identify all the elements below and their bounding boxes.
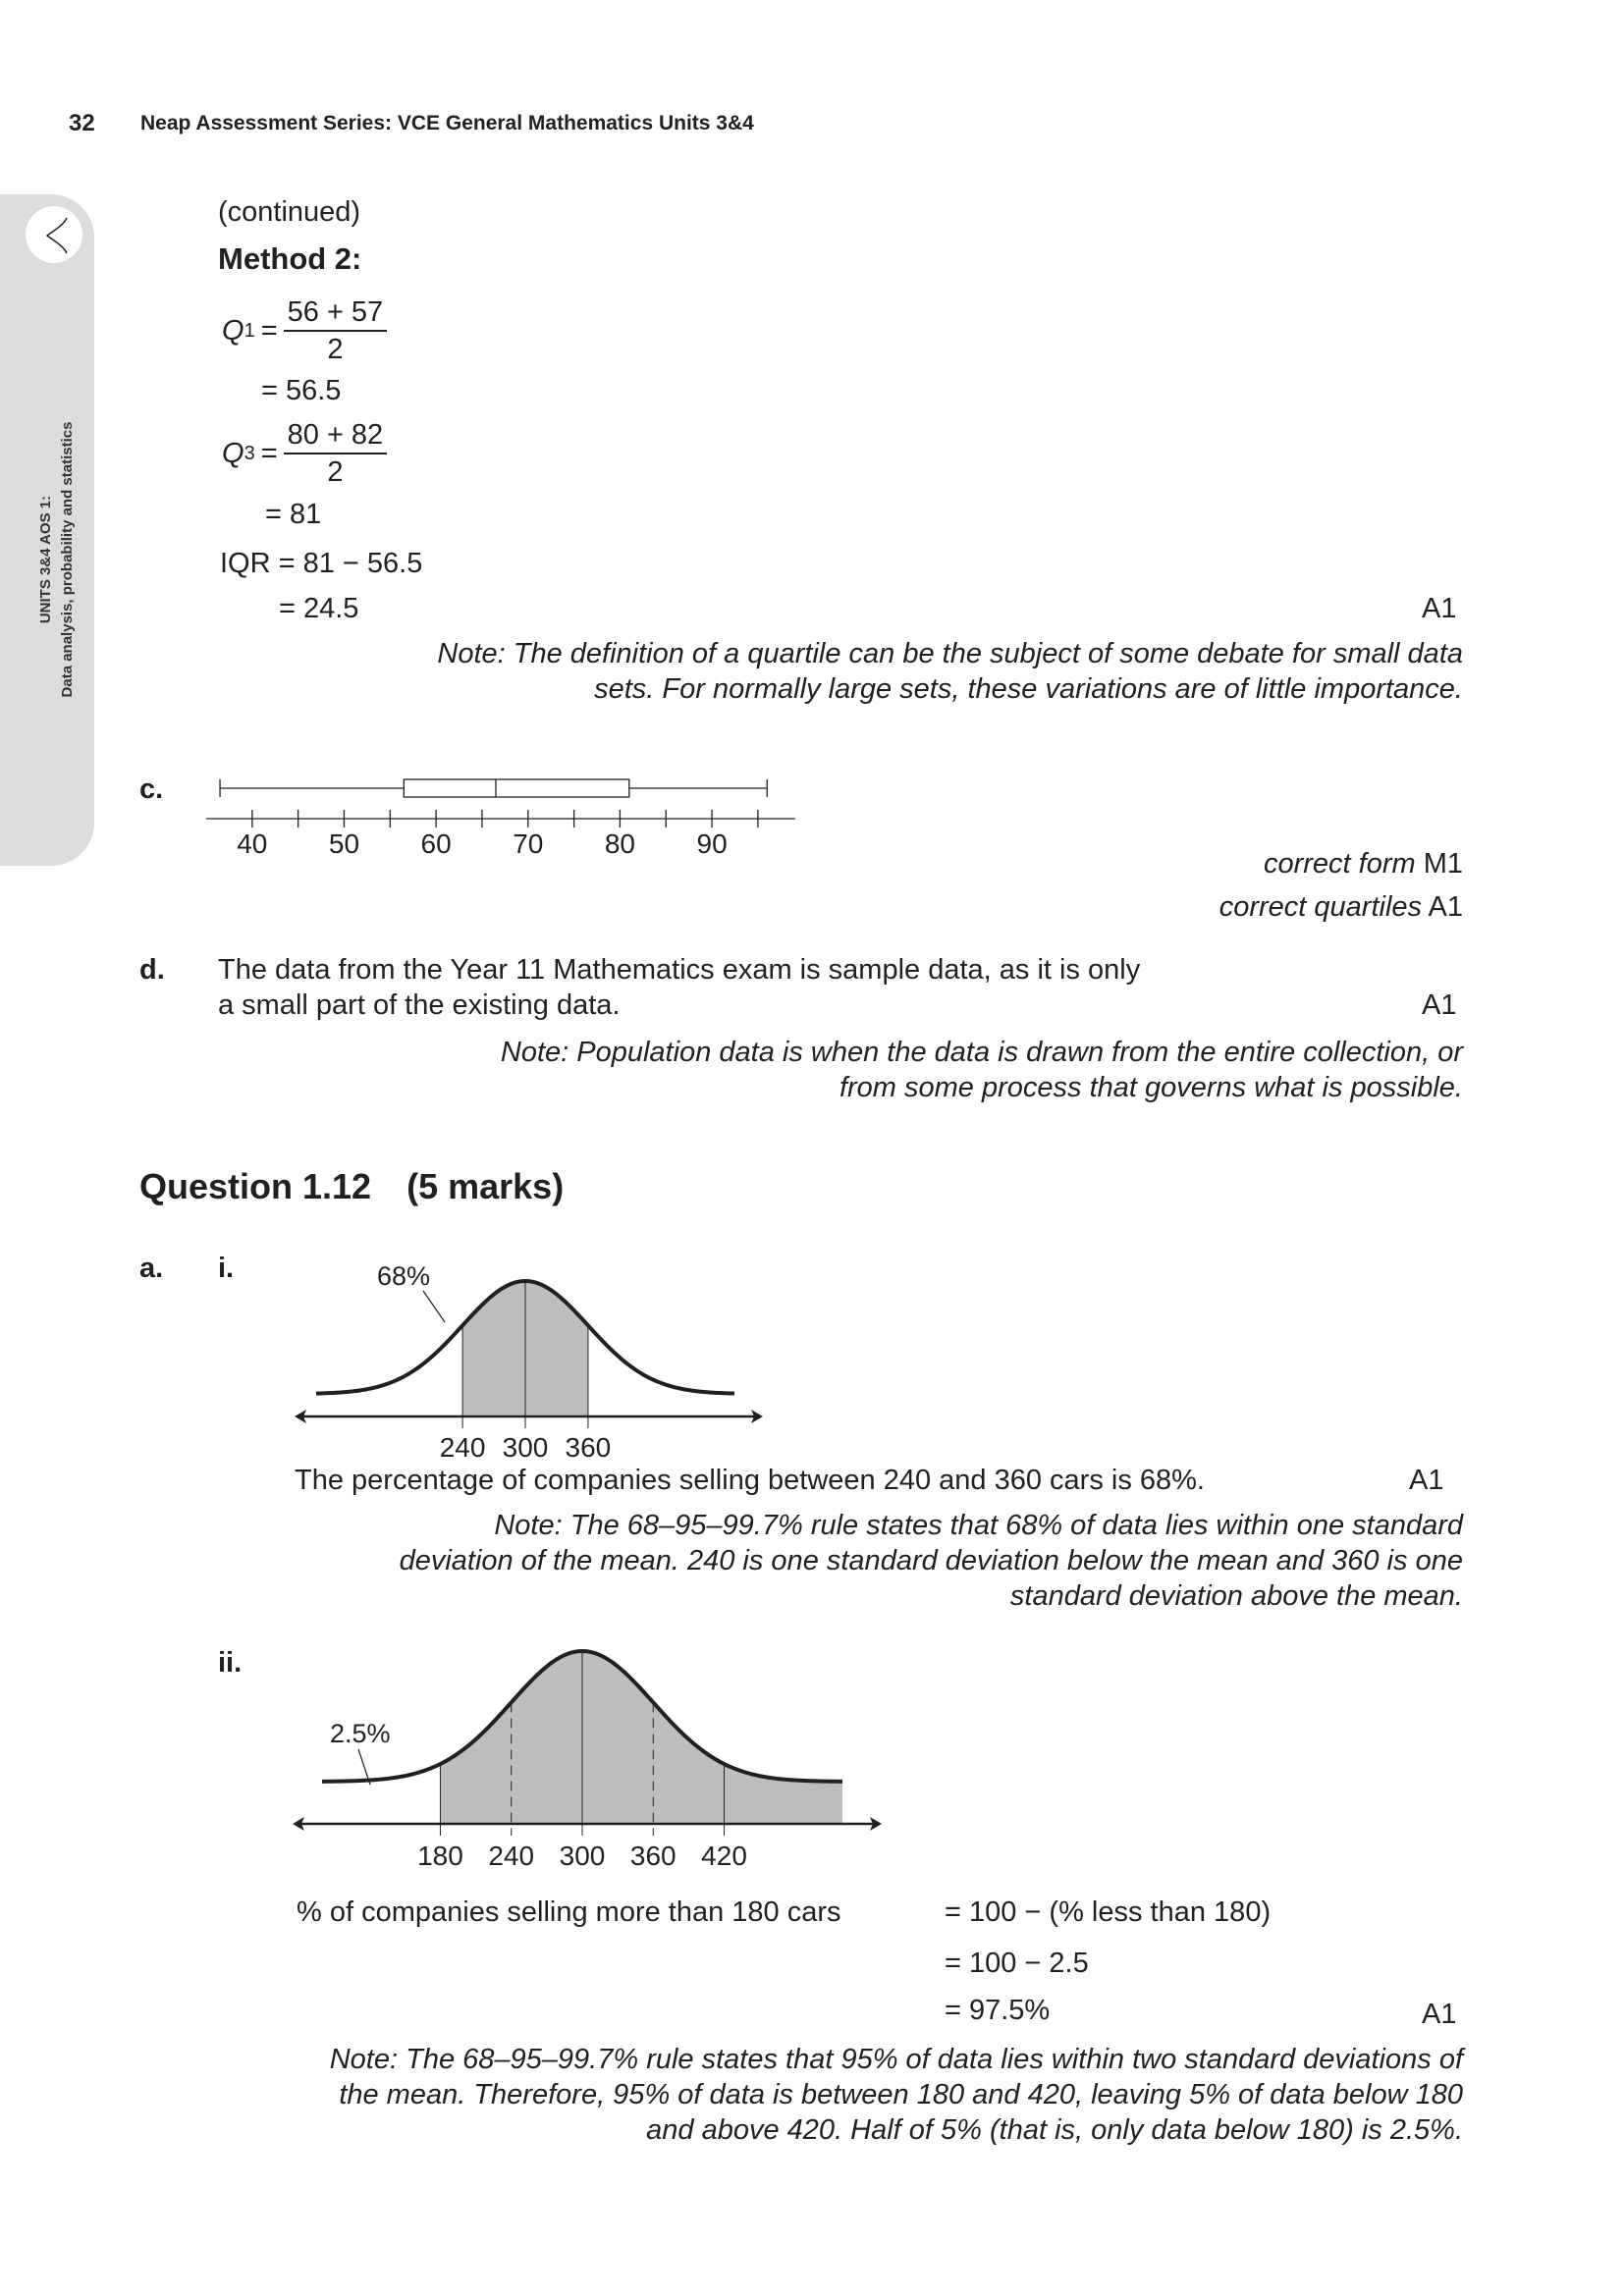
q3-denominator: 2 [327,456,344,488]
part-a-ii-line1-lhs: % of companies selling more than 180 cars [297,1896,841,1928]
tick-label: 300 [502,1432,549,1463]
q3-equation [222,417,387,490]
q3-fraction [284,417,388,490]
question-heading [139,1166,564,1207]
iqr-box [404,779,628,797]
rule-95-note: Note: The 68–95–99.7% rule states that 95% of data lies within two standard deviations of the mean. Therefore, 95% of data is between 180 and 420, leaving 5% of data below 180 and above 420. Half of 5% (that is, only data below 180) is 2.5%. [329,2044,1463,2146]
section-label-line2: Data analysis, probability and statistics [59,421,76,698]
part-d-label: d. [139,954,165,986]
part-a-i-answer: The percentage of companies selling between 240 and 360 cars is 68%. [295,1465,1205,1496]
mark-a1: A1 [1422,989,1457,1021]
page-number: 32 [69,110,95,136]
question-marks: (5 marks) [406,1166,565,1206]
population-note: Note: Population data is when the data is drawn from the entire collection, or from some process that governs what is possible. [500,1037,1463,1103]
tick-label: 60 [420,828,452,859]
tick-label: 360 [629,1841,677,1871]
quartile-note: Note: The definition of a quartile can be the subject of some debate for small data sets. For normally large sets, these variations are of little importance. [437,638,1463,705]
tick-label: 70 [513,828,544,859]
part-a-i-label: i. [218,1253,235,1284]
q3-result: = 81 [265,499,322,530]
question-title: Question 1.12 [139,1166,372,1206]
mark-correct-quartiles-text: correct quartiles [1218,891,1423,923]
part-a-ii-line1-rhs: = 100 − (% less than 180) [945,1896,1272,1928]
tick-label: 50 [328,828,360,859]
part-d-line1: The data from the Year 11 Mathematics exam is sample data, as it is only [218,954,1141,986]
q1-result: = 56.5 [261,375,342,406]
part-a-ii-line2: = 100 − 2.5 [945,1948,1089,1979]
tick-label: 420 [701,1841,747,1871]
annotation-label: 2.5% [330,1719,391,1748]
tick-label: 300 [559,1841,606,1871]
part-a-ii-line3: = 97.5% [945,1995,1051,2026]
mark-correct-quartiles [884,889,1463,925]
running-header: Neap Assessment Series: VCE General Mathematics Units 3&4 [140,112,754,134]
tick-label: 180 [417,1841,463,1871]
part-a-label: a. [139,1253,164,1284]
mark-a1: A1 [1428,891,1463,923]
section-label-line1: UNITS 3&4 AOS 1: [37,495,54,624]
q1-fraction [284,294,388,367]
q3-numerator: 80 + 82 [284,417,388,454]
normal-curve-chart-2-5 [275,1629,903,1885]
mark-a1: A1 [1422,1999,1457,2030]
q1-equation [222,294,387,367]
q1-subscript: 1 [244,320,255,342]
normal-curve-chart-68 [275,1247,785,1463]
tick-label: 240 [488,1841,535,1871]
normal-curve-icon [26,206,82,263]
iqr-line2: = 24.5 [279,593,359,624]
iqr-line1: IQR = 81 − 56.5 [220,548,423,579]
part-c-label: c. [139,774,164,805]
rule-68-note: Note: The 68–95–99.7% rule states that 68% of data lies within one standard deviation of the mean. 240 is one standard deviation below the mean and 360 is one standard deviation above the mean. [399,1510,1463,1612]
part-d-line2: a small part of the existing data. [218,989,621,1021]
boxplot-chart [206,762,795,860]
tick-label: 90 [696,828,728,859]
method-heading: Method 2: [218,241,362,276]
mark-correct-form-text: correct form [1263,848,1416,880]
tick-label: 40 [237,828,268,859]
continued-label: (continued) [218,196,361,228]
mark-correct-form [884,846,1463,881]
mark-m1: M1 [1423,848,1463,880]
q1-denominator: 2 [327,334,344,365]
tick-label: 360 [565,1432,612,1463]
annotation-pointer [423,1291,445,1322]
mark-a1: A1 [1409,1465,1444,1496]
tick-label: 240 [439,1432,486,1463]
q1-numerator: 56 + 57 [284,294,388,332]
q3-subscript: 3 [244,443,255,464]
q1-equals: = [260,315,278,347]
q3-equals: = [260,438,278,469]
q1-symbol: Q [222,315,244,347]
section-label [35,393,79,726]
mark-a1: A1 [1422,593,1457,624]
q3-symbol: Q [222,438,244,469]
part-a-ii-label: ii. [218,1647,243,1679]
tick-label: 80 [604,828,636,859]
shaded-area [440,1651,842,1824]
annotation-pointer-halo [425,1292,447,1323]
annotation-label: 68% [377,1261,431,1291]
